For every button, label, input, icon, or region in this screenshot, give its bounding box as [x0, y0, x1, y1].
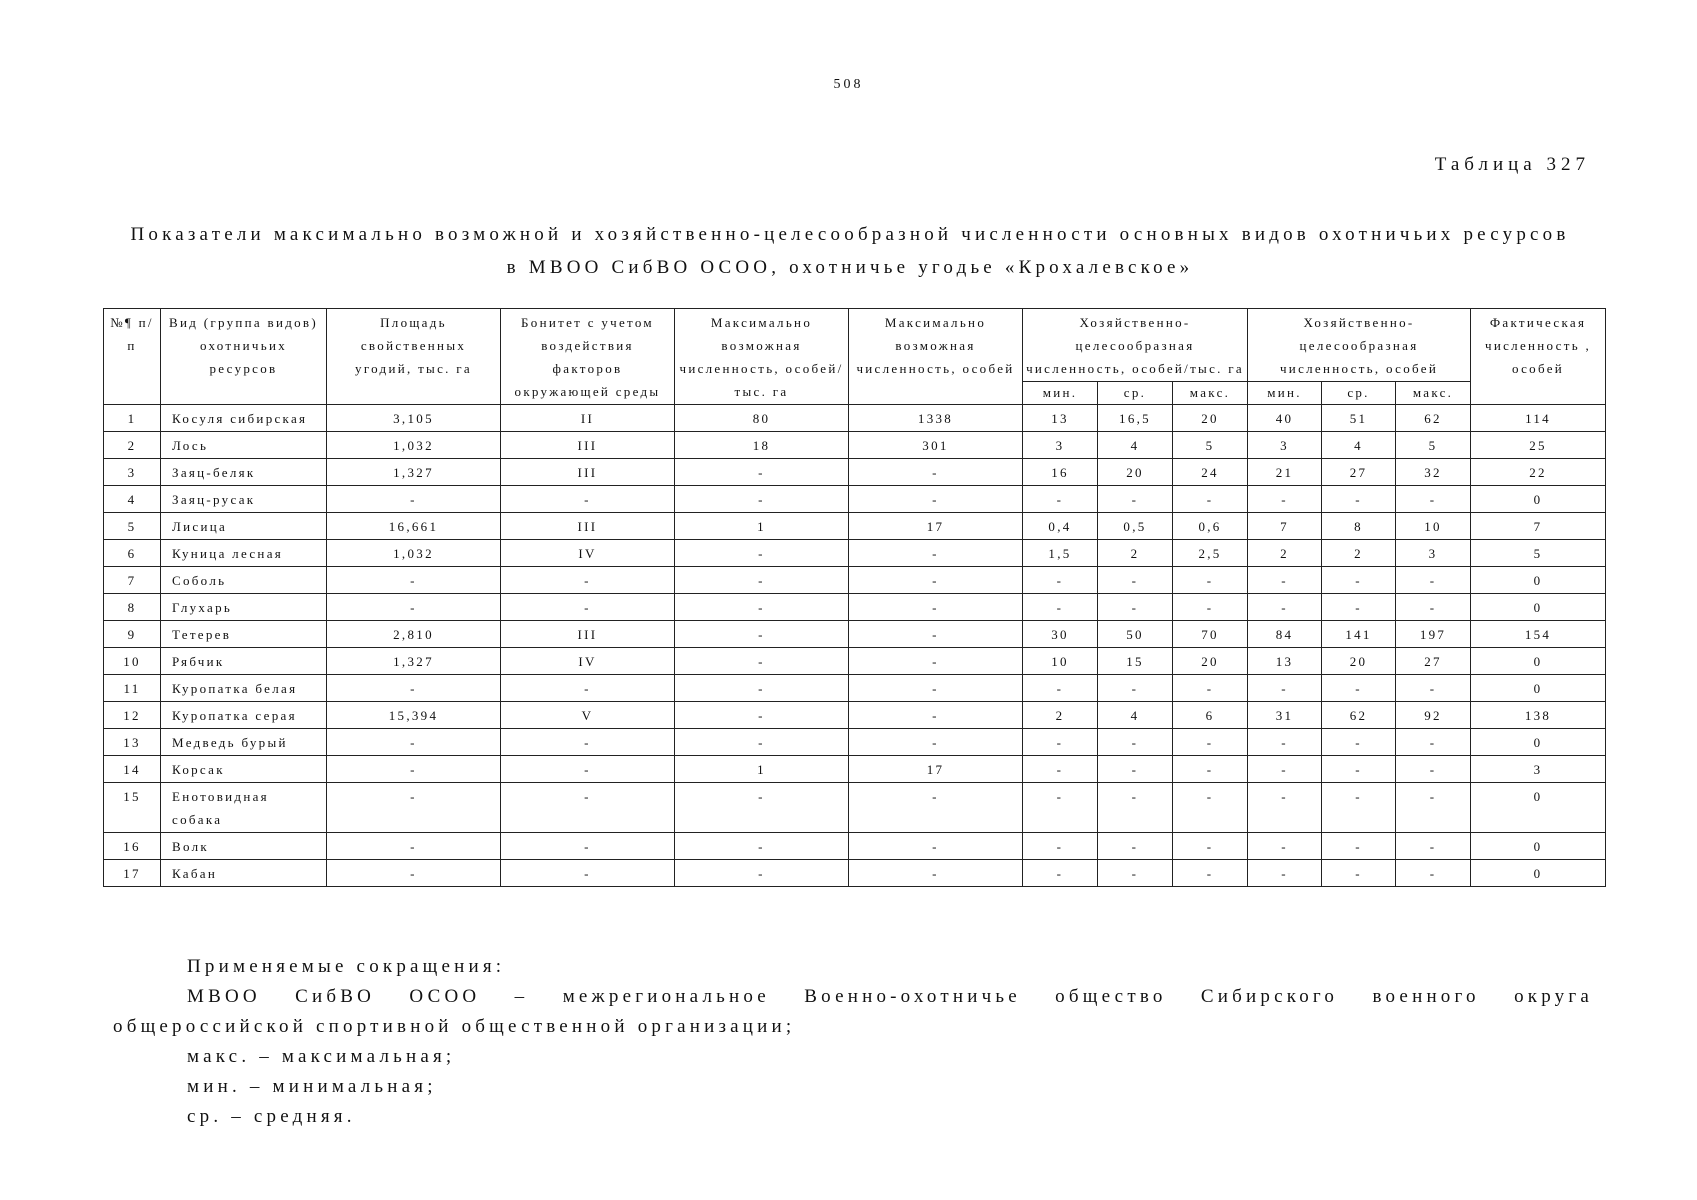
actual-count: 7	[1471, 513, 1606, 540]
species-name: Лисица	[161, 513, 327, 540]
max-count-value: -	[849, 459, 1023, 486]
eco-density-min: 3	[1023, 432, 1098, 459]
max-count-value: 17	[849, 513, 1023, 540]
species-name: Медведь бурый	[161, 729, 327, 756]
actual-count: 154	[1471, 621, 1606, 648]
max-count-value: -	[849, 540, 1023, 567]
eco-density-avg: 4	[1098, 432, 1173, 459]
eco-count-min: 2	[1248, 540, 1322, 567]
actual-count: 0	[1471, 486, 1606, 513]
area-value: 1,327	[327, 648, 501, 675]
eco-density-avg: -	[1098, 486, 1173, 513]
max-density-value: -	[675, 540, 849, 567]
species-name: Заяц-беляк	[161, 459, 327, 486]
page-number: 508	[833, 77, 864, 92]
area-value: 2,810	[327, 621, 501, 648]
max-density-value: -	[675, 783, 849, 833]
table-row	[104, 648, 1606, 675]
row-number: 6	[104, 540, 161, 567]
table-row	[104, 432, 1606, 459]
note-sr: ср. – средняя.	[187, 1106, 356, 1127]
bonitet-value: II	[501, 405, 675, 432]
note-mvoo-line-2: общероссийской спортивной общественной организации;	[113, 1016, 796, 1037]
species-name: Корсак	[161, 756, 327, 783]
eco-density-max: 0,6	[1173, 513, 1248, 540]
max-density-value: -	[675, 486, 849, 513]
eco-count-min: -	[1248, 729, 1322, 756]
max-density-value: 80	[675, 405, 849, 432]
eco-density-avg: 50	[1098, 621, 1173, 648]
eco-density-max: -	[1173, 756, 1248, 783]
abbreviations-notes	[113, 952, 1593, 1132]
area-value: 16,661	[327, 513, 501, 540]
eco-density-min: -	[1023, 594, 1098, 621]
table-row	[104, 513, 1606, 540]
max-density-value: -	[675, 621, 849, 648]
eco-count-min: 7	[1248, 513, 1322, 540]
area-value: -	[327, 567, 501, 594]
eco-density-min: -	[1023, 756, 1098, 783]
notes-heading: Применяемые сокращения:	[187, 956, 506, 977]
eco-count-min: 3	[1248, 432, 1322, 459]
eco-density-min: 10	[1023, 648, 1098, 675]
bonitet-value: III	[501, 621, 675, 648]
eco-density-avg: 0,5	[1098, 513, 1173, 540]
eco-density-min: -	[1023, 860, 1098, 887]
area-value: -	[327, 860, 501, 887]
eco-count-min: -	[1248, 756, 1322, 783]
max-count-value: -	[849, 675, 1023, 702]
area-value: -	[327, 783, 501, 833]
area-value: -	[327, 833, 501, 860]
header-density-max: макс.	[1173, 382, 1248, 405]
actual-count: 0	[1471, 783, 1606, 833]
bonitet-value: -	[501, 729, 675, 756]
eco-count-avg: 20	[1322, 648, 1396, 675]
table-row	[104, 833, 1606, 860]
header-count-max: макс.	[1396, 382, 1471, 405]
max-density-value: -	[675, 675, 849, 702]
max-count-value: 301	[849, 432, 1023, 459]
eco-density-min: -	[1023, 783, 1098, 833]
eco-count-avg: 4	[1322, 432, 1396, 459]
max-density-value: -	[675, 729, 849, 756]
species-name: Енотовидная собака	[161, 783, 327, 833]
row-number: 12	[104, 702, 161, 729]
row-number: 13	[104, 729, 161, 756]
eco-density-min: -	[1023, 567, 1098, 594]
eco-count-avg: 141	[1322, 621, 1396, 648]
bonitet-value: -	[501, 567, 675, 594]
header-actual: Фактическая численность , особей	[1471, 309, 1606, 405]
table-body	[104, 405, 1606, 887]
row-number: 7	[104, 567, 161, 594]
header-eco-density: Хозяйственно-целесообразная численность, особей/тыс. га	[1023, 309, 1248, 382]
eco-density-max: -	[1173, 567, 1248, 594]
header-eco-count: Хозяйственно-целесообразная численность, особей	[1248, 309, 1471, 382]
eco-count-avg: -	[1322, 486, 1396, 513]
eco-density-avg: 4	[1098, 702, 1173, 729]
max-density-value: -	[675, 567, 849, 594]
row-number: 15	[104, 783, 161, 833]
table-title	[100, 218, 1600, 284]
eco-count-min: 21	[1248, 459, 1322, 486]
species-name: Куропатка серая	[161, 702, 327, 729]
eco-density-avg: -	[1098, 783, 1173, 833]
eco-count-avg: -	[1322, 833, 1396, 860]
eco-density-avg: 16,5	[1098, 405, 1173, 432]
eco-density-avg: -	[1098, 756, 1173, 783]
header-num: №¶ п/п	[104, 309, 161, 405]
area-value: 1,032	[327, 432, 501, 459]
eco-density-min: -	[1023, 486, 1098, 513]
eco-density-max: -	[1173, 833, 1248, 860]
actual-count: 0	[1471, 594, 1606, 621]
row-number: 3	[104, 459, 161, 486]
max-count-value: -	[849, 486, 1023, 513]
bonitet-value: V	[501, 702, 675, 729]
row-number: 4	[104, 486, 161, 513]
eco-count-min: -	[1248, 675, 1322, 702]
eco-count-max: -	[1396, 486, 1471, 513]
max-count-value: -	[849, 833, 1023, 860]
note-min: мин. – минимальная;	[187, 1076, 437, 1097]
species-name: Рябчик	[161, 648, 327, 675]
actual-count: 0	[1471, 860, 1606, 887]
header-max-density: Максимально возможная численность, особей/тыс. га	[675, 309, 849, 405]
table-row	[104, 756, 1606, 783]
eco-count-max: 197	[1396, 621, 1471, 648]
title-line-1: Показатели максимально возможной и хозяйственно-целесообразной численности основных видов охотничьих ресурсов	[130, 224, 1570, 245]
header-area: Площадь свойственных угодий, тыс. га	[327, 309, 501, 405]
max-count-value: -	[849, 783, 1023, 833]
actual-count: 5	[1471, 540, 1606, 567]
header-bonitet: Бонитет с учетом воздействия факторов окружающей среды	[501, 309, 675, 405]
eco-count-min: -	[1248, 783, 1322, 833]
row-number: 17	[104, 860, 161, 887]
max-count-value: -	[849, 621, 1023, 648]
eco-density-avg: 20	[1098, 459, 1173, 486]
row-number: 1	[104, 405, 161, 432]
eco-density-max: 20	[1173, 405, 1248, 432]
area-value: -	[327, 486, 501, 513]
max-count-value: -	[849, 594, 1023, 621]
max-density-value: -	[675, 702, 849, 729]
eco-density-max: -	[1173, 729, 1248, 756]
table-row	[104, 729, 1606, 756]
header-species: Вид (группа видов) охотничьих ресурсов	[161, 309, 327, 405]
bonitet-value: -	[501, 756, 675, 783]
species-name: Соболь	[161, 567, 327, 594]
eco-density-max: 24	[1173, 459, 1248, 486]
eco-count-min: -	[1248, 594, 1322, 621]
species-name: Глухарь	[161, 594, 327, 621]
species-name: Заяц-русак	[161, 486, 327, 513]
max-density-value: 18	[675, 432, 849, 459]
bonitet-value: III	[501, 513, 675, 540]
eco-density-max: 5	[1173, 432, 1248, 459]
eco-count-avg: 2	[1322, 540, 1396, 567]
eco-count-max: -	[1396, 675, 1471, 702]
eco-count-avg: -	[1322, 594, 1396, 621]
eco-count-min: 84	[1248, 621, 1322, 648]
bonitet-value: III	[501, 432, 675, 459]
eco-count-avg: -	[1322, 756, 1396, 783]
eco-density-max: 6	[1173, 702, 1248, 729]
bonitet-value: III	[501, 459, 675, 486]
eco-count-max: 32	[1396, 459, 1471, 486]
max-count-value: -	[849, 860, 1023, 887]
eco-density-avg: -	[1098, 860, 1173, 887]
eco-density-min: 2	[1023, 702, 1098, 729]
max-density-value: 1	[675, 756, 849, 783]
area-value: 1,327	[327, 459, 501, 486]
eco-density-max: 2,5	[1173, 540, 1248, 567]
eco-count-min: -	[1248, 567, 1322, 594]
table-row	[104, 702, 1606, 729]
species-name: Тетерев	[161, 621, 327, 648]
eco-count-max: -	[1396, 860, 1471, 887]
row-number: 2	[104, 432, 161, 459]
max-count-value: -	[849, 648, 1023, 675]
eco-density-avg: -	[1098, 675, 1173, 702]
species-name: Косуля сибирская	[161, 405, 327, 432]
max-density-value: -	[675, 459, 849, 486]
eco-count-avg: -	[1322, 567, 1396, 594]
eco-density-min: 1,5	[1023, 540, 1098, 567]
eco-count-max: 62	[1396, 405, 1471, 432]
species-name: Волк	[161, 833, 327, 860]
actual-count: 22	[1471, 459, 1606, 486]
eco-count-max: -	[1396, 756, 1471, 783]
eco-density-max: -	[1173, 860, 1248, 887]
eco-density-avg: -	[1098, 729, 1173, 756]
eco-density-min: 0,4	[1023, 513, 1098, 540]
row-number: 16	[104, 833, 161, 860]
eco-density-avg: -	[1098, 833, 1173, 860]
bonitet-value: IV	[501, 648, 675, 675]
eco-count-avg: -	[1322, 675, 1396, 702]
eco-count-avg: 62	[1322, 702, 1396, 729]
table-row	[104, 540, 1606, 567]
eco-density-max: 70	[1173, 621, 1248, 648]
header-max-count: Максимально возможная численность, особей	[849, 309, 1023, 405]
bonitet-value: -	[501, 594, 675, 621]
species-table	[103, 308, 1606, 887]
max-count-value: 17	[849, 756, 1023, 783]
table-row	[104, 567, 1606, 594]
eco-density-avg: 2	[1098, 540, 1173, 567]
row-number: 9	[104, 621, 161, 648]
bonitet-value: IV	[501, 540, 675, 567]
eco-count-max: -	[1396, 594, 1471, 621]
header-density-avg: ср.	[1098, 382, 1173, 405]
eco-density-max: -	[1173, 594, 1248, 621]
eco-count-min: -	[1248, 833, 1322, 860]
eco-count-max: 92	[1396, 702, 1471, 729]
species-name: Куница лесная	[161, 540, 327, 567]
max-count-value: 1338	[849, 405, 1023, 432]
header-count-min: мин.	[1248, 382, 1322, 405]
bonitet-value: -	[501, 486, 675, 513]
actual-count: 3	[1471, 756, 1606, 783]
eco-count-max: 3	[1396, 540, 1471, 567]
eco-count-max: -	[1396, 783, 1471, 833]
table-row	[104, 486, 1606, 513]
area-value: 15,394	[327, 702, 501, 729]
eco-density-min: -	[1023, 675, 1098, 702]
eco-density-max: -	[1173, 486, 1248, 513]
eco-count-min: -	[1248, 486, 1322, 513]
eco-count-avg: -	[1322, 860, 1396, 887]
area-value: 3,105	[327, 405, 501, 432]
area-value: -	[327, 756, 501, 783]
table-header	[104, 309, 1606, 405]
max-density-value: -	[675, 594, 849, 621]
actual-count: 0	[1471, 675, 1606, 702]
table-row	[104, 675, 1606, 702]
eco-count-max: -	[1396, 833, 1471, 860]
bonitet-value: -	[501, 783, 675, 833]
species-name: Лось	[161, 432, 327, 459]
max-count-value: -	[849, 567, 1023, 594]
bonitet-value: -	[501, 833, 675, 860]
eco-density-min: -	[1023, 833, 1098, 860]
max-density-value: 1	[675, 513, 849, 540]
note-maks: макс. – максимальная;	[187, 1046, 456, 1067]
eco-density-min: -	[1023, 729, 1098, 756]
eco-count-max: -	[1396, 567, 1471, 594]
eco-count-avg: 27	[1322, 459, 1396, 486]
bonitet-value: -	[501, 860, 675, 887]
area-value: 1,032	[327, 540, 501, 567]
actual-count: 0	[1471, 833, 1606, 860]
eco-count-max: 27	[1396, 648, 1471, 675]
eco-density-avg: 15	[1098, 648, 1173, 675]
eco-count-avg: 51	[1322, 405, 1396, 432]
note-mvoo-line-1: МВОО СибВО ОСОО – межрегиональное Военно-охотничье общество Сибирского военного округа	[187, 986, 1593, 1007]
actual-count: 114	[1471, 405, 1606, 432]
bonitet-value: -	[501, 675, 675, 702]
table-row	[104, 459, 1606, 486]
eco-count-min: 40	[1248, 405, 1322, 432]
eco-count-avg: -	[1322, 729, 1396, 756]
eco-density-avg: -	[1098, 567, 1173, 594]
area-value: -	[327, 675, 501, 702]
eco-count-max: 10	[1396, 513, 1471, 540]
actual-count: 0	[1471, 729, 1606, 756]
table-label: Таблица 327	[1434, 154, 1590, 175]
row-number: 5	[104, 513, 161, 540]
eco-count-min: -	[1248, 860, 1322, 887]
table-row	[104, 594, 1606, 621]
eco-count-min: 13	[1248, 648, 1322, 675]
eco-density-max: -	[1173, 675, 1248, 702]
eco-density-max: -	[1173, 783, 1248, 833]
max-count-value: -	[849, 729, 1023, 756]
max-density-value: -	[675, 860, 849, 887]
header-density-min: мин.	[1023, 382, 1098, 405]
row-number: 11	[104, 675, 161, 702]
eco-count-max: -	[1396, 729, 1471, 756]
species-name: Кабан	[161, 860, 327, 887]
eco-density-min: 30	[1023, 621, 1098, 648]
row-number: 8	[104, 594, 161, 621]
eco-count-avg: -	[1322, 783, 1396, 833]
max-density-value: -	[675, 833, 849, 860]
eco-density-max: 20	[1173, 648, 1248, 675]
table-row	[104, 621, 1606, 648]
table-row	[104, 405, 1606, 432]
table-row	[104, 860, 1606, 887]
row-number: 10	[104, 648, 161, 675]
actual-count: 0	[1471, 567, 1606, 594]
max-density-value: -	[675, 648, 849, 675]
species-name: Куропатка белая	[161, 675, 327, 702]
header-count-avg: ср.	[1322, 382, 1396, 405]
area-value: -	[327, 729, 501, 756]
actual-count: 138	[1471, 702, 1606, 729]
eco-count-min: 31	[1248, 702, 1322, 729]
eco-count-max: 5	[1396, 432, 1471, 459]
actual-count: 25	[1471, 432, 1606, 459]
eco-density-avg: -	[1098, 594, 1173, 621]
row-number: 14	[104, 756, 161, 783]
eco-count-avg: 8	[1322, 513, 1396, 540]
actual-count: 0	[1471, 648, 1606, 675]
eco-density-min: 13	[1023, 405, 1098, 432]
max-count-value: -	[849, 702, 1023, 729]
table-row	[104, 783, 1606, 833]
title-line-2: в МВОО СибВО ОСОО, охотничье угодье «Крохалевское»	[506, 257, 1194, 278]
area-value: -	[327, 594, 501, 621]
eco-density-min: 16	[1023, 459, 1098, 486]
